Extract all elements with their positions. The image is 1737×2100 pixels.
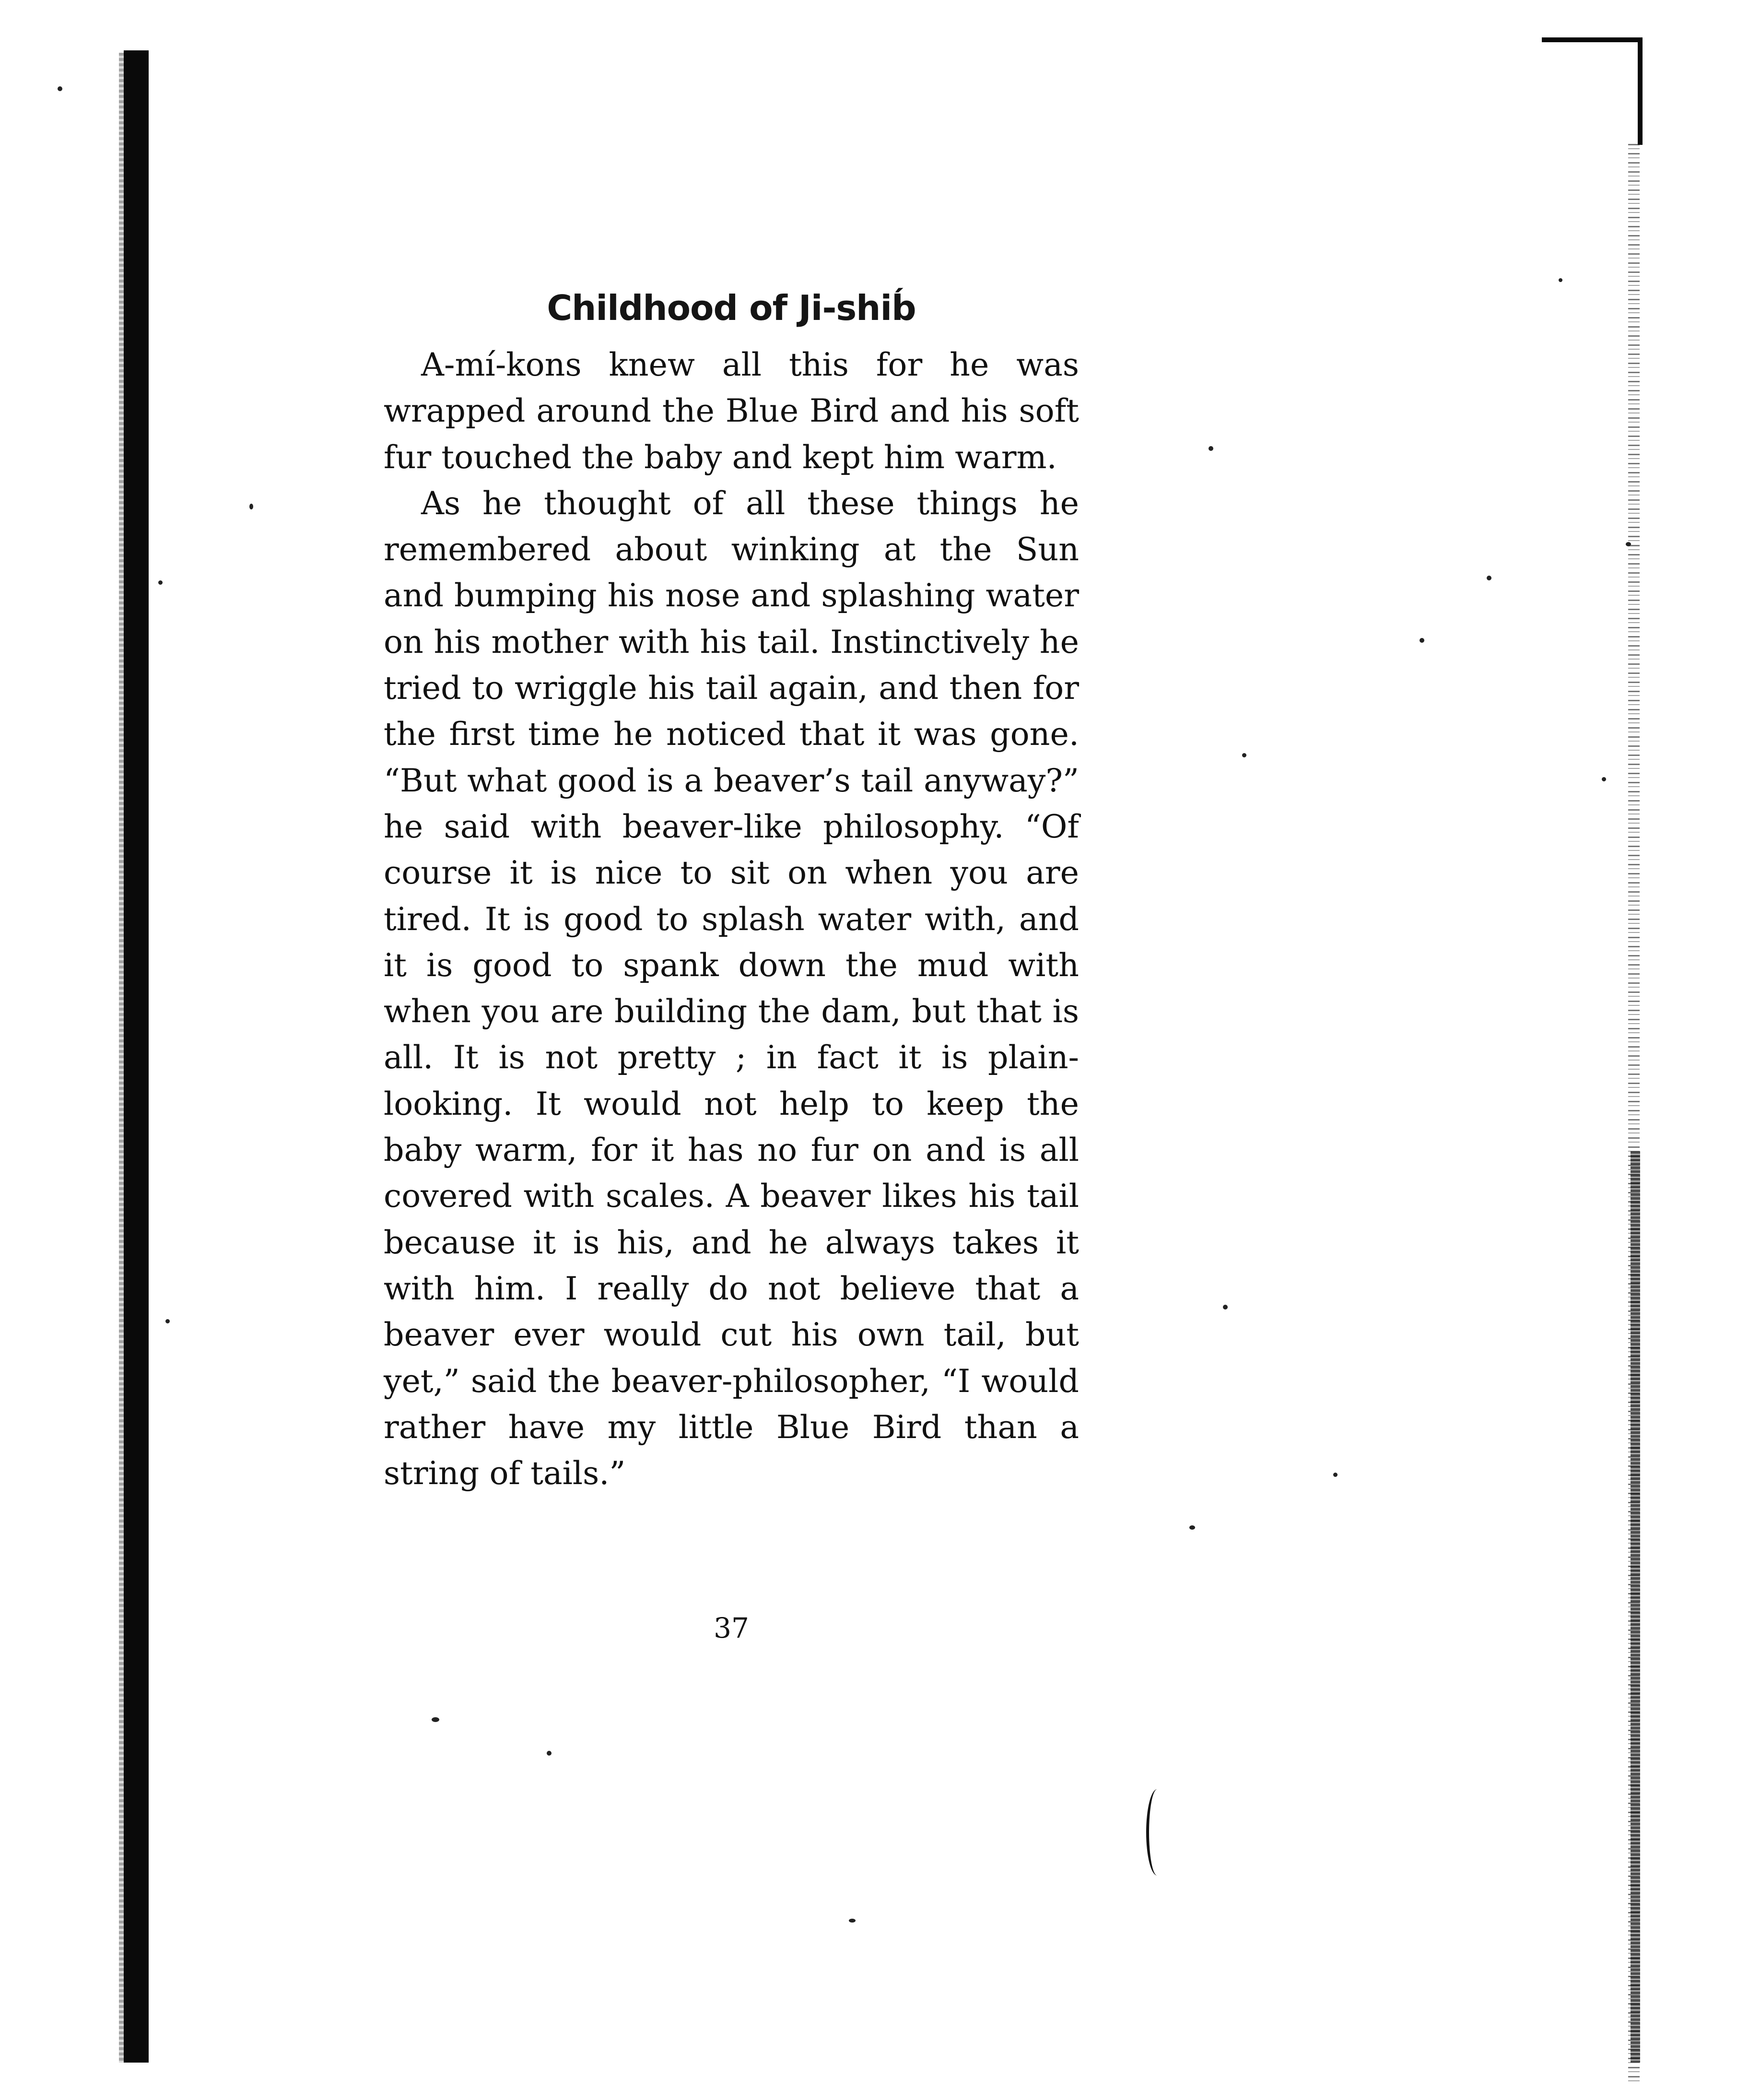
scan-speck (432, 1717, 439, 1722)
scan-speck (165, 1319, 170, 1323)
scan-speck (1242, 753, 1246, 757)
scan-pencil-mark (1146, 1789, 1168, 1876)
scan-speck (1223, 1305, 1228, 1310)
scan-speck (849, 1919, 856, 1923)
scan-speck (547, 1751, 552, 1756)
scan-speck (1420, 638, 1424, 643)
scan-speck (1559, 278, 1562, 282)
scan-binding-shadow (124, 50, 149, 2063)
scan-crop-mark-right (1638, 39, 1643, 145)
scan-speck (58, 86, 62, 91)
scan-speck (1189, 1525, 1195, 1530)
scan-speck (249, 504, 253, 509)
scan-crop-mark-top (1542, 37, 1643, 42)
scan-speck (1333, 1473, 1338, 1477)
scan-page-edge-dark (1631, 1151, 1640, 2063)
scan-speck (158, 580, 163, 585)
paragraph: A-mí-kons knew all this for he was wrapped around the Blue Bird and his soft fur touched the baby and kept him warm. (384, 346, 1079, 476)
scan-speck (1626, 542, 1631, 546)
book-page (384, 288, 1079, 1496)
running-head: Childhood of Ji-shib́ (547, 288, 916, 328)
scan-speck (1602, 777, 1606, 781)
scan-speck (1487, 576, 1491, 580)
paragraph: As he thought of all these things he remembered about winking at the Sun and bumping his nose and splashing water on his mother with his tail. Instinctively he tried to wriggle his tail again, and then for the first time he noticed that it was gone. “But what good is a beaver’s tail anyway?” he said with beaver-like philosophy. “Of course it is nice to sit on when you are tired. It is good to splash water with, and it is good to spank down the mud with when you are building the dam, but that is all. It is not pretty ; in fact it is plain-looking. It would not help to keep the baby warm, for it has no fur on and is all covered with scales. A beaver likes his tail because it is his, and he always takes it with him. I really do not believe that a beaver ever would cut his own tail, but yet,” said the beaver-philosopher, “I would rather have my little Blue Bird than a string of tails.” (384, 484, 1079, 1492)
scan-speck (1209, 446, 1213, 451)
page-number: 37 (714, 1612, 749, 1644)
